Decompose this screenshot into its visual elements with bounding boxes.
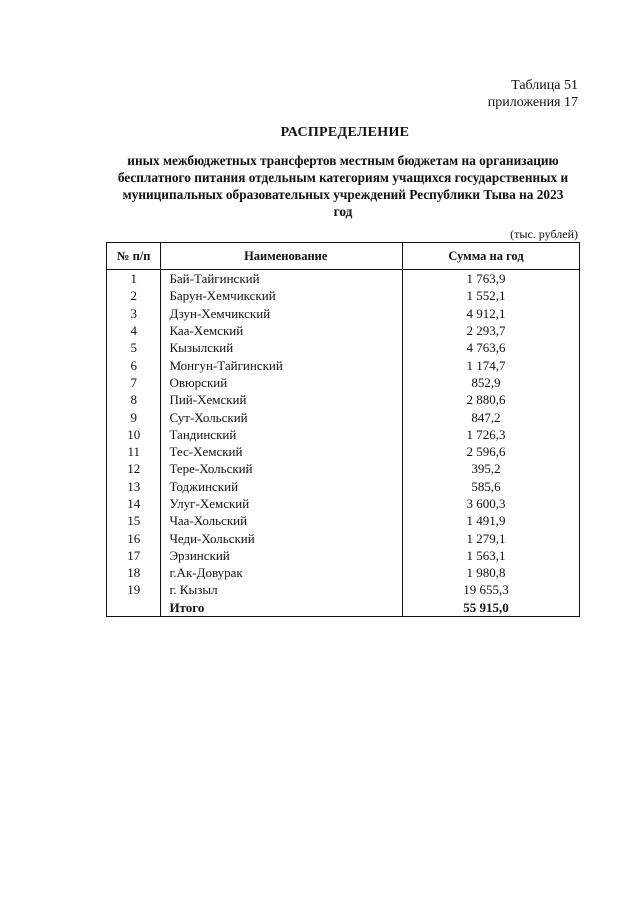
row-name-cell: Бай-Тайгинский xyxy=(161,270,403,288)
table-row xyxy=(107,270,580,288)
column-header-name: Наименование xyxy=(161,243,403,270)
table-reference xyxy=(488,77,578,111)
row-name-cell: Каа-Хемский xyxy=(161,322,403,339)
row-number-cell: 3 xyxy=(107,305,161,322)
row-sum-cell: 585,6 xyxy=(403,478,580,495)
total-label-cell: Итого xyxy=(161,599,403,617)
table-row xyxy=(107,339,580,356)
table-row xyxy=(107,305,580,322)
row-sum-cell: 2 293,7 xyxy=(403,322,580,339)
row-name-cell: Чаа-Хольский xyxy=(161,512,403,529)
row-sum-cell: 1 763,9 xyxy=(403,270,580,288)
row-number-cell: 16 xyxy=(107,529,161,546)
subtitle-line: муниципальных образовательных учреждений Республики Тыва на 2023 xyxy=(122,187,564,202)
row-sum-cell: 3 600,3 xyxy=(403,495,580,512)
row-sum-cell: 4 912,1 xyxy=(403,305,580,322)
row-sum-cell: 1 552,1 xyxy=(403,287,580,304)
column-header-number: № п/п xyxy=(107,243,161,270)
row-number-cell: 12 xyxy=(107,460,161,477)
row-number-cell: 17 xyxy=(107,547,161,564)
document-subtitle xyxy=(100,152,586,220)
table-total-row xyxy=(107,599,580,617)
document-title: РАСПРЕДЕЛЕНИЕ xyxy=(280,125,410,140)
table-row xyxy=(107,529,580,546)
row-sum-cell: 1 491,9 xyxy=(403,512,580,529)
row-number-cell: 11 xyxy=(107,443,161,460)
row-name-cell: Чеди-Хольский xyxy=(161,529,403,546)
row-name-cell: Тере-Хольский xyxy=(161,460,403,477)
table-row xyxy=(107,495,580,512)
row-sum-cell: 852,9 xyxy=(403,374,580,391)
row-number-cell: 15 xyxy=(107,512,161,529)
subtitle-line: год xyxy=(333,204,353,219)
row-name-cell: Барун-Хемчикский xyxy=(161,287,403,304)
table-row xyxy=(107,322,580,339)
row-number-cell: 7 xyxy=(107,374,161,391)
table-row xyxy=(107,426,580,443)
row-number-cell: 14 xyxy=(107,495,161,512)
table-row xyxy=(107,408,580,425)
table-number: Таблица 51 xyxy=(511,78,578,93)
row-name-cell: г. Кызыл xyxy=(161,581,403,598)
row-number-cell: 2 xyxy=(107,287,161,304)
row-sum-cell: 4 763,6 xyxy=(403,339,580,356)
row-number-cell: 5 xyxy=(107,339,161,356)
row-sum-cell: 1 279,1 xyxy=(403,529,580,546)
row-name-cell: Тоджинский xyxy=(161,478,403,495)
subtitle-line: иных межбюджетных трансфертов местным бюджетам на организацию xyxy=(127,153,559,168)
row-name-cell: Овюрский xyxy=(161,374,403,391)
row-name-cell: Улуг-Хемский xyxy=(161,495,403,512)
row-sum-cell: 395,2 xyxy=(403,460,580,477)
row-sum-cell: 1 563,1 xyxy=(403,547,580,564)
row-number-cell: 18 xyxy=(107,564,161,581)
row-number-cell: 19 xyxy=(107,581,161,598)
table-row xyxy=(107,391,580,408)
table-row xyxy=(107,374,580,391)
row-name-cell: Сут-Хольский xyxy=(161,408,403,425)
row-name-cell: г.Ак-Довурак xyxy=(161,564,403,581)
row-sum-cell: 847,2 xyxy=(403,408,580,425)
table-row xyxy=(107,478,580,495)
row-name-cell: Монгун-Тайгинский xyxy=(161,356,403,373)
row-number-cell: 6 xyxy=(107,356,161,373)
row-name-cell: Пий-Хемский xyxy=(161,391,403,408)
subtitle-line: бесплатного питания отдельным категориям учащихся государственных и xyxy=(117,170,569,185)
distribution-table xyxy=(106,242,580,617)
table-row xyxy=(107,443,580,460)
row-sum-cell: 2 596,6 xyxy=(403,443,580,460)
table-row xyxy=(107,460,580,477)
row-sum-cell: 19 655,3 xyxy=(403,581,580,598)
row-number-cell: 4 xyxy=(107,322,161,339)
table-row xyxy=(107,356,580,373)
row-number-cell: 9 xyxy=(107,408,161,425)
row-name-cell: Дзун-Хемчикский xyxy=(161,305,403,322)
table-row xyxy=(107,512,580,529)
table-body xyxy=(107,270,580,617)
row-sum-cell: 1 980,8 xyxy=(403,564,580,581)
row-number-cell: 10 xyxy=(107,426,161,443)
row-sum-cell: 1 726,3 xyxy=(403,426,580,443)
row-name-cell: Кызылский xyxy=(161,339,403,356)
table-row xyxy=(107,564,580,581)
row-number-cell: 8 xyxy=(107,391,161,408)
row-name-cell: Эрзинский xyxy=(161,547,403,564)
row-number-cell: 13 xyxy=(107,478,161,495)
row-sum-cell: 2 880,6 xyxy=(403,391,580,408)
table-header-row xyxy=(107,243,580,270)
units-note: (тыс. рублей) xyxy=(510,227,578,241)
table-row xyxy=(107,547,580,564)
total-number-cell xyxy=(107,599,161,617)
table-row xyxy=(107,287,580,304)
total-sum-cell: 55 915,0 xyxy=(403,599,580,617)
row-name-cell: Тандинский xyxy=(161,426,403,443)
row-sum-cell: 1 174,7 xyxy=(403,356,580,373)
row-name-cell: Тес-Хемский xyxy=(161,443,403,460)
row-number-cell: 1 xyxy=(107,270,161,288)
table-row xyxy=(107,581,580,598)
column-header-sum: Сумма на год xyxy=(403,243,580,270)
appendix-number: приложения 17 xyxy=(487,95,578,110)
